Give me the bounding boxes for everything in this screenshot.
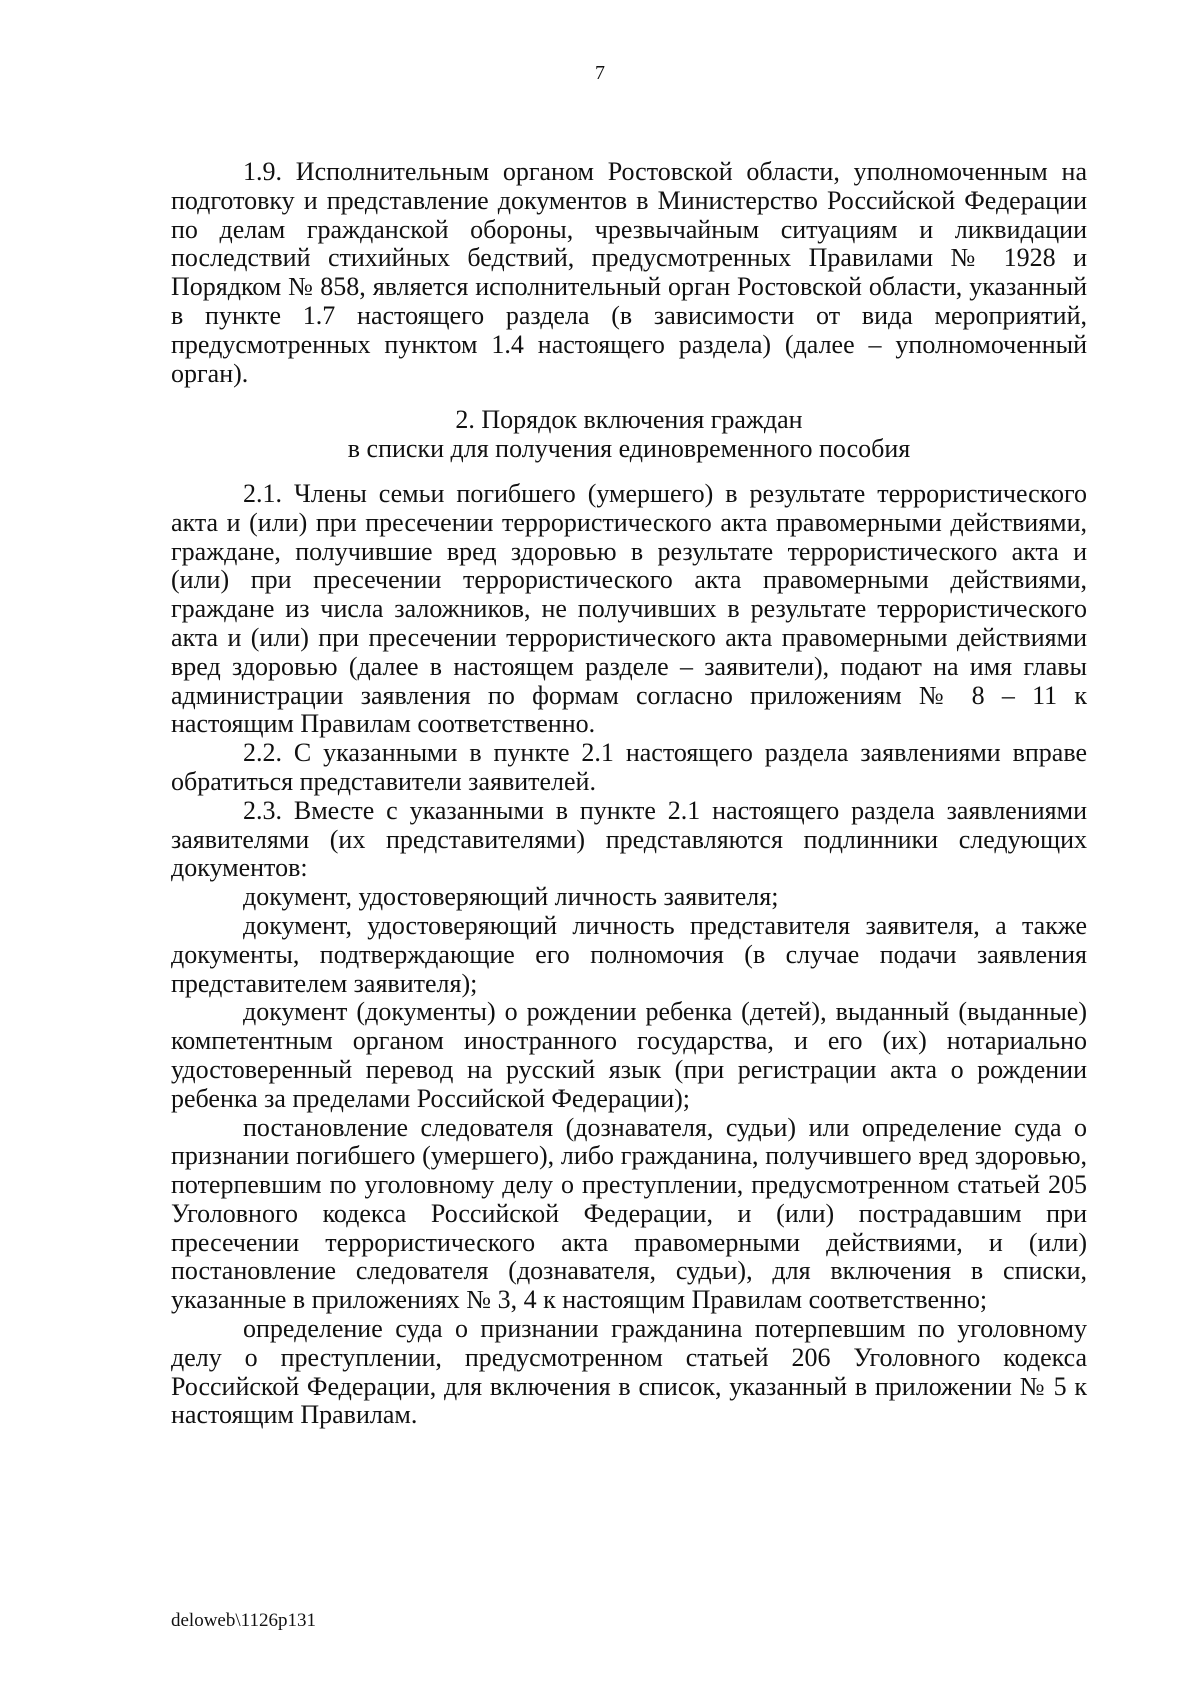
list-item-representative-document: документ, удостоверяющий личность представителя заявителя, а также документы, подтверждающие его полномочия (в случае подачи заявления представителем заявителя); bbox=[171, 910, 1087, 998]
paragraph-2-1: 2.1. Члены семьи погибшего (умершего) в результате террористического акта и (или) при пресечении террористического акта правомерными действиями, граждане, получившие вред здоровью в результате террористического акта и (или) при пресечении террористического акта правомерными действиями, граждане из числа заложников, не получивших в результате террористического акта и (или) при пресечении террористического акта правомерными действиями вред здоровью (далее в настоящем разделе – заявители), подают на имя главы администрации заявления по формам согласно приложениям № 8 – 11 к настоящим Правилам соответственно. bbox=[171, 478, 1087, 739]
list-item-identity-document: документ, удостоверяющий личность заявителя; bbox=[243, 882, 779, 912]
list-item-investigator-resolution: постановление следователя (дознавателя, судьи) или определение суда о признании погибшего (умершего), либо гражданина, получившего вред здоровью, потерпевшим по уголовному делу о преступлении, предусмотренном статьей 205 Уголовного кодекса Российской Федерации, и (или) пострадавшим при пресечении террористического акта правомерными действиями, и (или) постановление следователя (дознавателя, судьи), для включения в списки, указанные в приложениях № 3, 4 к настоящим Правилам соответственно; bbox=[171, 1112, 1087, 1315]
section-heading-line-2: в списки для получения единовременного пособия bbox=[347, 434, 911, 464]
paragraph-2-3: 2.3. Вместе с указанными в пункте 2.1 настоящего раздела заявлениями заявителями (их представителями) представляются подлинники следующих документов: bbox=[171, 795, 1087, 883]
paragraph-2-2: 2.2. С указанными в пункте 2.1 настоящего раздела заявлениями вправе обратиться представители заявителей. bbox=[171, 738, 1087, 796]
paragraph-1-9: 1.9. Исполнительным органом Ростовской области, уполномоченным на подготовку и представление документов в Министерство Российской Федерации по делам гражданской обороны, чрезвычайным ситуациям и ликвидации последствий стихийных бедствий, предусмотренных Правилами № 1928 и Порядком № 858, является исполнительный орган Ростовской области, указанный в пункте 1.7 настоящего раздела (в зависимости от вида мероприятий, предусмотренных пунктом 1.4 настоящего раздела) (далее – уполномоченный орган). bbox=[171, 157, 1087, 388]
list-item-birth-document: документ (документы) о рождении ребенка (детей), выданный (выданные) компетентным органом иностранного государства, и его (их) нотариально удостоверенный перевод на русский язык (при регистрации акта о рождении ребенка за пределами Российской Федерации); bbox=[171, 997, 1087, 1113]
section-heading bbox=[171, 406, 1087, 464]
document-footer-code: deloweb\1126p131 bbox=[171, 1610, 316, 1631]
section-heading-line-1: 2. Порядок включения граждан bbox=[455, 405, 803, 435]
page-number: 7 bbox=[595, 62, 605, 84]
list-item-court-ruling: определение суда о признании гражданина потерпевшим по уголовному делу о преступлении, предусмотренном статьей 206 Уголовного кодекса Российской Федерации, для включения в список, указанный в приложении № 5 к настоящим Правилам. bbox=[171, 1314, 1087, 1430]
document-body bbox=[171, 158, 1087, 1430]
